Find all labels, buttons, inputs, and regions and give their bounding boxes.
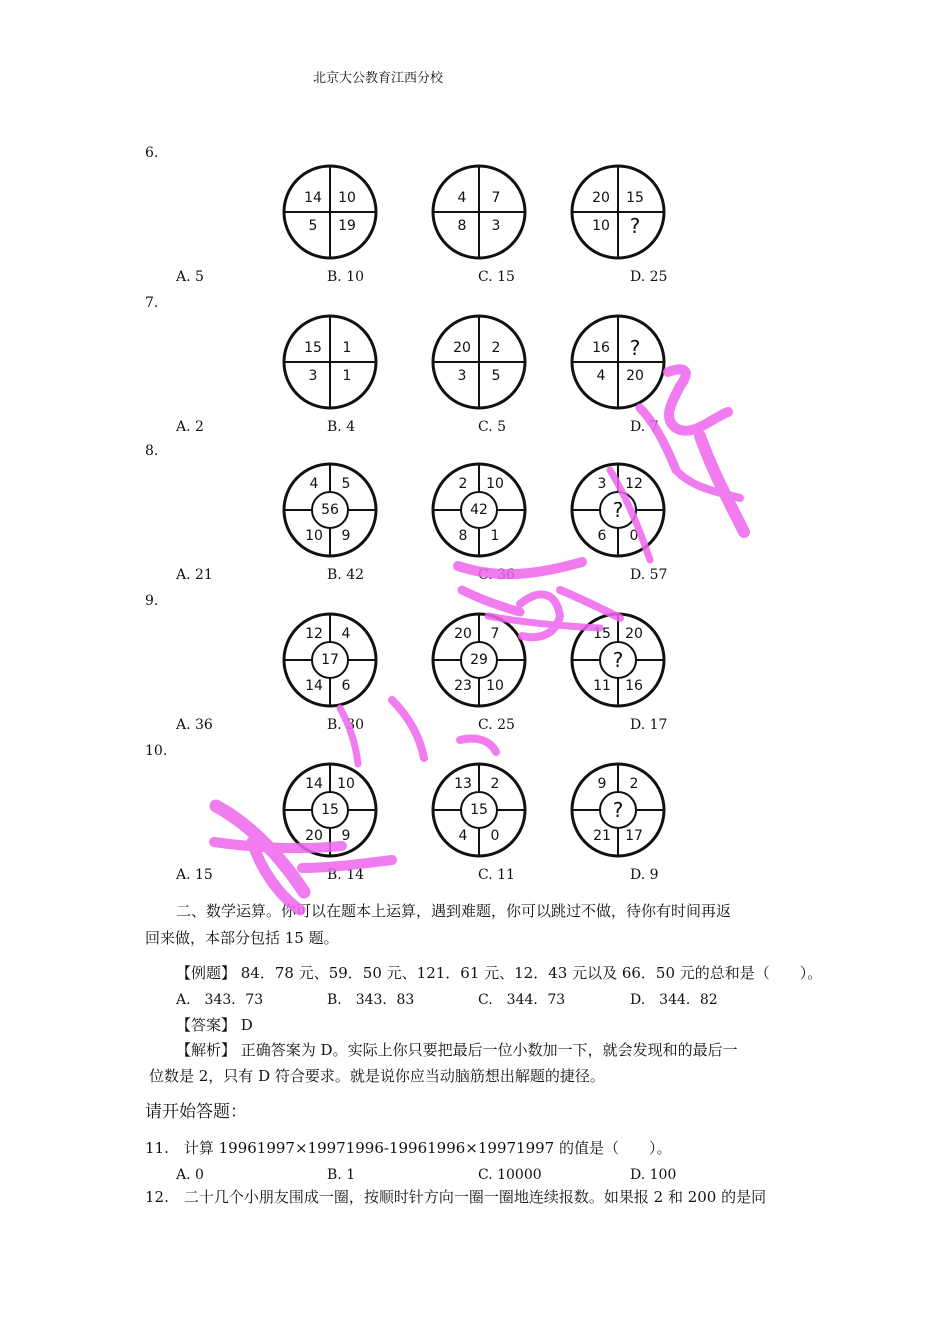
figure-number-tr: 2	[490, 776, 500, 792]
figure-number-bl: 20	[305, 828, 323, 844]
figure-number-tl: 20	[454, 626, 472, 642]
figure-number-c: 17	[321, 652, 339, 668]
question-number: 9.	[145, 593, 159, 609]
question-number: 8.	[145, 443, 159, 459]
figure-number-tl: 20	[592, 190, 610, 206]
number-circle-figure	[280, 460, 380, 560]
option-b: B. 42	[327, 567, 365, 583]
figure-number-bl: 5	[308, 218, 318, 234]
figure-number-tr: 2	[491, 340, 501, 356]
figure-number-tr: 15	[626, 190, 644, 206]
figure-number-bl: 3	[457, 368, 467, 384]
start-prompt: 请开始答题：	[145, 1102, 247, 1122]
figure-number-c: ?	[612, 648, 624, 672]
question-number: 6.	[145, 145, 159, 161]
figure-number-bl: 4	[596, 368, 606, 384]
figure-number-br: 6	[341, 678, 351, 694]
number-circle-figure	[429, 162, 529, 262]
figure-number-bl: 8	[457, 218, 467, 234]
figure-number-bl: 3	[308, 368, 318, 384]
option-d: D. 17	[630, 717, 668, 733]
figure-number-tr: 10	[486, 476, 504, 492]
figure-number-c: 56	[321, 502, 339, 518]
q11-option-d: D. 100	[630, 1167, 677, 1183]
q11-option-c: C. 10000	[478, 1167, 542, 1183]
example-analysis-line2: 位数是 2，只有 D 符合要求。就是说你应当动脑筋想出解题的捷径。	[149, 1067, 605, 1085]
figure-number-bl: 4	[458, 828, 468, 844]
number-circle-figure	[280, 610, 380, 710]
option-c: C. 11	[478, 867, 515, 883]
example-option-d: D. 344．82	[630, 992, 718, 1008]
q11-option-a: A. 0	[176, 1167, 204, 1183]
option-a: A. 2	[176, 419, 204, 435]
page-header: 北京大公教育江西分校	[313, 71, 444, 86]
question-number: 10.	[145, 743, 168, 759]
option-b: B. 30	[327, 717, 365, 733]
figure-number-tl: 20	[453, 340, 471, 356]
option-b: B. 14	[327, 867, 365, 883]
figure-number-c: 29	[470, 652, 488, 668]
figure-number-br: ?	[629, 214, 641, 238]
option-c: C. 5	[478, 419, 507, 435]
option-a: A. 36	[176, 717, 213, 733]
figure-number-tl: 2	[458, 476, 468, 492]
figure-number-bl: 14	[305, 678, 323, 694]
figure-number-br: 9	[341, 828, 351, 844]
q11-option-b: B. 1	[327, 1167, 356, 1183]
figure-number-c: ?	[612, 498, 624, 522]
figure-number-tr: 20	[625, 626, 643, 642]
figure-number-tl: 13	[454, 776, 472, 792]
figure-number-c: 42	[470, 502, 488, 518]
example-option-b: B. 343．83	[327, 992, 415, 1008]
number-circle-figure	[568, 610, 668, 710]
figure-number-br: 3	[491, 218, 501, 234]
example-question: 【例题】 84．78 元、59．50 元、121．61 元、12．43 元以及 66．50 元的总和是（ ）。	[176, 964, 823, 982]
option-b: B. 10	[327, 269, 365, 285]
figure-number-c: 15	[321, 802, 339, 818]
figure-number-tr: 7	[491, 190, 501, 206]
figure-number-br: 1	[342, 368, 352, 384]
figure-number-tr: 10	[337, 776, 355, 792]
option-a: A. 21	[176, 567, 213, 583]
number-circle-figure	[568, 312, 668, 412]
option-c: C. 15	[478, 269, 515, 285]
figure-number-tl: 14	[304, 190, 322, 206]
figure-number-br: 9	[341, 528, 351, 544]
option-a: A. 15	[176, 867, 213, 883]
option-a: A. 5	[176, 269, 204, 285]
figure-number-c: ?	[612, 798, 624, 822]
figure-number-tr: ?	[629, 336, 641, 360]
number-circle-figure	[280, 162, 380, 262]
figure-number-tl: 9	[597, 776, 607, 792]
figure-number-bl: 8	[458, 528, 468, 544]
figure-number-tr: 4	[341, 626, 351, 642]
number-circle-figure	[429, 312, 529, 412]
number-circle-figure	[429, 460, 529, 560]
question-12-text: 12. 二十几个小朋友围成一圈，按顺时针方向一圈一圈地连续报数。如果报 2 和 200 的是同	[145, 1188, 767, 1206]
figure-number-tl: 4	[457, 190, 467, 206]
figure-number-bl: 11	[593, 678, 611, 694]
figure-number-br: 0	[490, 828, 500, 844]
figure-number-br: 5	[491, 368, 501, 384]
figure-number-c: 15	[470, 802, 488, 818]
section2-intro-line1: 二、数学运算。你可以在题本上运算，遇到难题，你可以跳过不做，待你有时间再返	[176, 902, 732, 920]
number-circle-figure	[280, 760, 380, 860]
figure-number-tl: 12	[305, 626, 323, 642]
question-number: 7.	[145, 295, 159, 311]
figure-number-tl: 16	[592, 340, 610, 356]
option-d: D. 25	[630, 269, 668, 285]
figure-number-br: 1	[490, 528, 500, 544]
question-11-text: 11. 计算 19961997×19971996-19961996×19971997 的值是（ ）。	[145, 1139, 672, 1157]
option-b: B. 4	[327, 419, 356, 435]
figure-number-bl: 21	[593, 828, 611, 844]
example-option-c: C. 344．73	[478, 992, 566, 1008]
number-circle-figure	[568, 760, 668, 860]
option-d: D. 7	[630, 419, 659, 435]
figure-number-tl: 14	[305, 776, 323, 792]
number-circle-figure	[568, 162, 668, 262]
figure-number-br: 17	[625, 828, 643, 844]
figure-number-tr: 12	[625, 476, 643, 492]
section2-intro-line2: 回来做，本部分包括 15 题。	[145, 929, 339, 947]
figure-number-tl: 4	[309, 476, 319, 492]
figure-number-bl: 10	[592, 218, 610, 234]
figure-number-br: 20	[626, 368, 644, 384]
figure-number-bl: 10	[305, 528, 323, 544]
figure-number-br: 19	[338, 218, 356, 234]
figure-number-bl: 23	[454, 678, 472, 694]
number-circle-figure	[280, 312, 380, 412]
figure-number-tr: 2	[629, 776, 639, 792]
figure-number-tr: 5	[341, 476, 351, 492]
figure-number-tr: 7	[490, 626, 500, 642]
figure-number-br: 10	[486, 678, 504, 694]
figure-number-tl: 15	[593, 626, 611, 642]
figure-number-tl: 3	[597, 476, 607, 492]
example-option-a: A. 343．73	[176, 992, 264, 1008]
number-circle-figure	[429, 610, 529, 710]
option-d: D. 9	[630, 867, 659, 883]
example-answer: 【答案】 D	[176, 1016, 253, 1034]
number-circle-figure	[429, 760, 529, 860]
option-d: D. 57	[630, 567, 668, 583]
figure-number-bl: 6	[597, 528, 607, 544]
option-c: C. 25	[478, 717, 515, 733]
number-circle-figure	[568, 460, 668, 560]
option-c: C. 36	[478, 567, 515, 583]
figure-number-br: 0	[629, 528, 639, 544]
figure-number-tl: 15	[304, 340, 322, 356]
figure-number-tr: 10	[338, 190, 356, 206]
figure-number-tr: 1	[342, 340, 352, 356]
figure-number-br: 16	[625, 678, 643, 694]
example-analysis-line1: 【解析】 正确答案为 D。实际上你只要把最后一位小数加一下，就会发现和的最后一	[176, 1041, 738, 1059]
